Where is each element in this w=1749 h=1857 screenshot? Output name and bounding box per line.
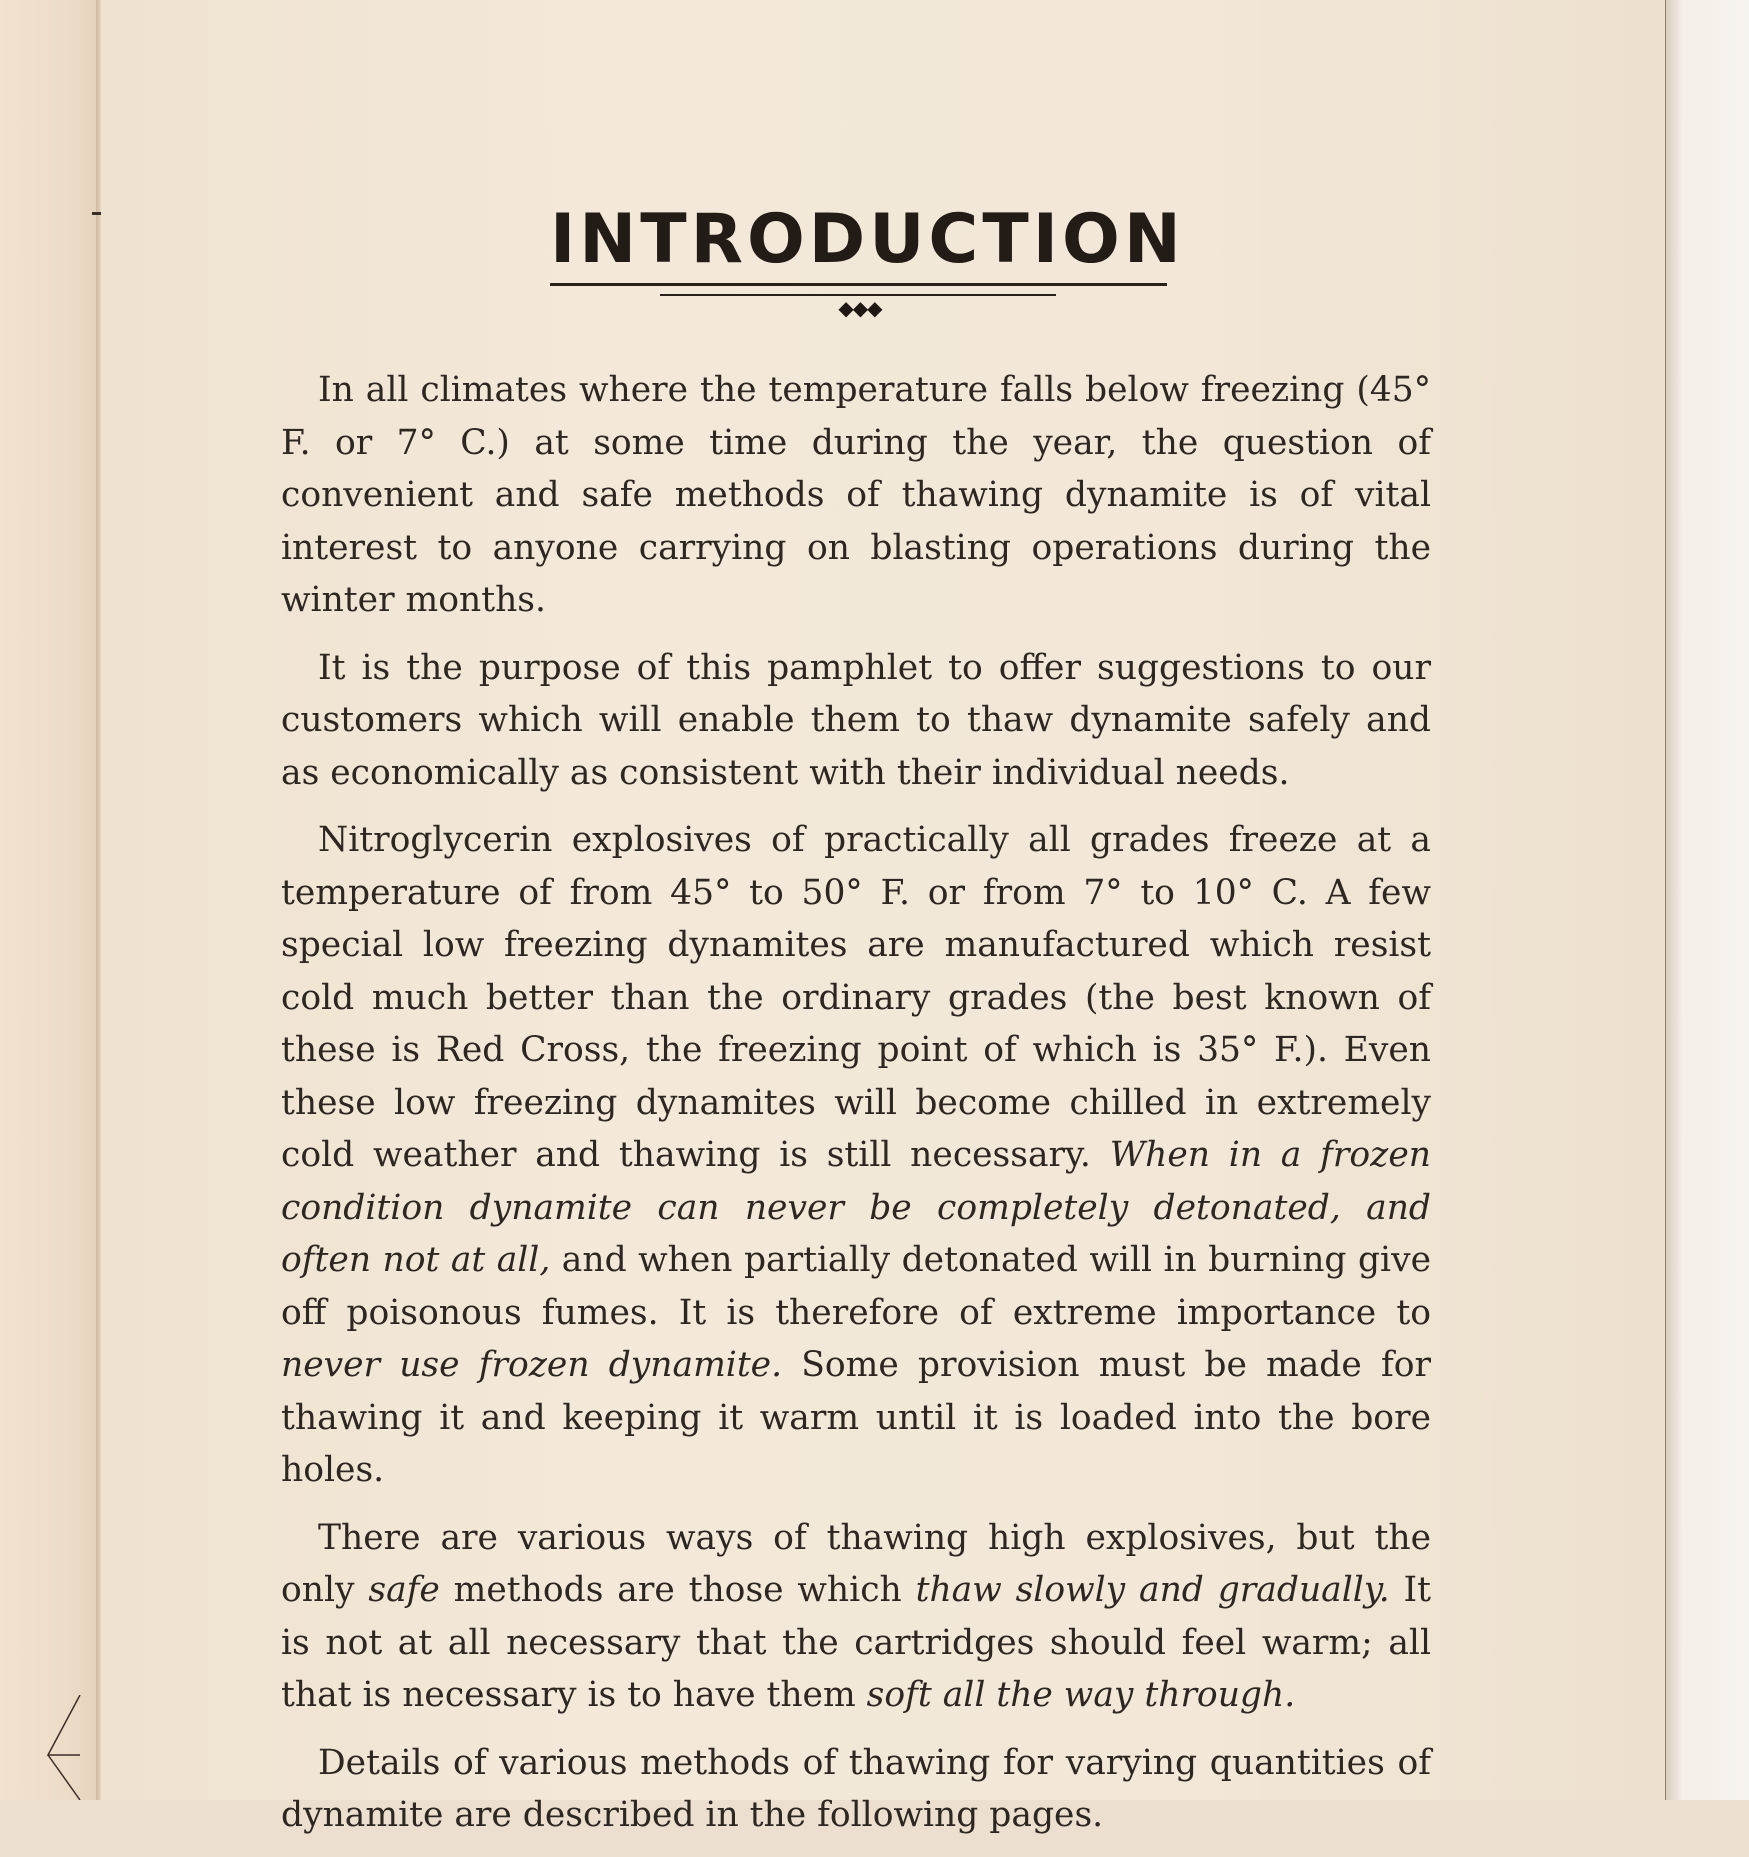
title-rule-top	[550, 283, 1167, 286]
paragraph-3-text: Some provision must be made for thawing it and keeping it warm until it is loaded into the bore holes.	[281, 1345, 1432, 1490]
paragraph-3	[281, 814, 1431, 1497]
paragraph-3-text: and when partially detonated will in burning give off poisonous fumes. It is therefore of extreme importance to	[281, 1240, 1432, 1333]
page-edge-right	[1666, 0, 1749, 1800]
body-text	[281, 364, 1431, 1857]
paragraph-3-emphasis: When in a frozen condition dynamite can never be completely detonated, and often not at all,	[281, 1135, 1431, 1280]
page-corner-fold	[40, 1695, 100, 1800]
paragraph-4-emphasis: safe	[368, 1570, 440, 1610]
paragraph-4-text: methods are those which	[439, 1570, 916, 1610]
paragraph-4-text: It is not at all necessary that the cartridges should feel warm; all that is necessary is to have them	[281, 1570, 1432, 1715]
gutter-mark	[92, 212, 101, 215]
paragraph-3-emphasis: never use frozen dynamite.	[281, 1345, 783, 1385]
paragraph-5: Details of various methods of thawing for varying quantities of dynamite are described in the following pages.	[281, 1742, 1431, 1835]
paragraph-4-emphasis: soft all the way through.	[866, 1675, 1296, 1715]
paragraph-4-text: There are various ways of thawing high explosives, but the only	[281, 1517, 1431, 1610]
paragraph-4-emphasis: thaw slowly and gradually.	[915, 1570, 1390, 1610]
diamond-ornament-icon: ◆◆◆	[838, 296, 882, 320]
paragraph-1: In all climates where the temperature falls below freezing (45° F. or 7° C.) at some time during the year, the question of convenient and safe methods of thawing dynamite is of vital interest to anyone carrying on blasting operations during the winter months.	[281, 370, 1431, 620]
paragraph-4	[281, 1512, 1431, 1722]
page-title: INTRODUCTION	[550, 200, 1185, 279]
paragraph-2: It is the purpose of this pamphlet to offer suggestions to our customers which will enable them to thaw dynamite safely and as economically as consistent with their individual needs.	[281, 647, 1431, 793]
previous-page-edge	[0, 0, 100, 1800]
paragraph-3-text: Nitroglycerin explosives of practically all grades freeze at a temperature of from 45° to 50° F. or from 7° to 10° C. A few special low freezing dynamites are manufactured which resist cold much better than the ordinary grades (the best known of these is Red Cross, the freezing point of which is 35° F.). Even these low freezing dynamites will become chilled in extremely cold weather and thawing is still necessary.	[281, 820, 1431, 1175]
